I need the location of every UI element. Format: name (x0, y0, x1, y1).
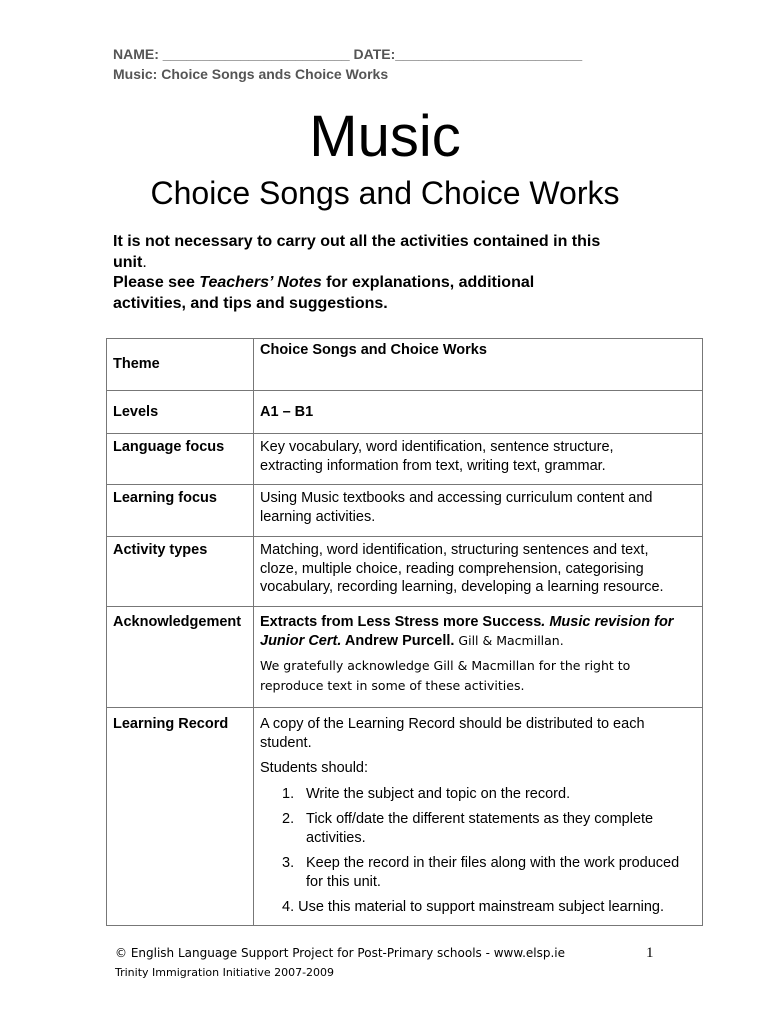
acknowledgement-book-title: . Music revision for (541, 614, 674, 630)
acknowledgement-note (260, 656, 696, 695)
learning-focus-label: Learning focus (107, 485, 254, 537)
language-focus-label: Language focus (107, 434, 254, 485)
table-row-language-focus (107, 434, 703, 485)
students-should-label: Students should: (260, 760, 369, 776)
page-number: 1 (646, 945, 654, 961)
list-item (282, 785, 696, 804)
table-row-learning-focus (107, 485, 703, 537)
list-item-line: for this unit. (306, 873, 381, 890)
acknowledgement-note-line-2: reproduce text in some of these activities. (260, 677, 525, 693)
acknowledgement-line-1 (260, 613, 696, 632)
teachers-notes-reference: Teachers’ Notes (199, 274, 322, 291)
acknowledgement-note-line-1: We gratefully acknowledge Gill & Macmillan for the right to (260, 658, 631, 673)
acknowledgement-line-2 (260, 632, 696, 651)
learning-record-line-2: student. (260, 734, 312, 751)
table-row-levels (107, 391, 703, 434)
activity-types-line-3: vocabulary, recording learning, developing a learning resource. (260, 579, 664, 595)
acknowledgement-label: Acknowledgement (107, 607, 254, 708)
intro-please-see: Please see (113, 274, 200, 291)
intro-line-1: It is not necessary to carry out all the activities contained in this (113, 233, 601, 250)
list-item-number: 2. (282, 811, 295, 827)
levels-value: A1 – B1 (254, 391, 703, 434)
table-row-learning-record (107, 708, 703, 926)
learning-record-value (254, 708, 703, 926)
intro-text (113, 232, 673, 314)
acknowledgement-value (254, 607, 703, 708)
intro-line-2-text: unit (113, 253, 143, 271)
list-item-4: 4. Use this material to support mainstream subject learning. (282, 899, 665, 915)
table-row-acknowledgement (107, 607, 703, 708)
list-item-line: Write the subject and topic on the record. (306, 785, 571, 802)
footer-initiative: Trinity Immigration Initiative 2007-2009 (115, 966, 335, 979)
levels-label: Levels (107, 391, 254, 434)
list-item-line: Keep the record in their files along with the work produced (306, 855, 680, 871)
footer-copyright: © English Language Support Project for Post-Primary schools - www.elsp.ie (115, 946, 566, 960)
list-item-line: Tick off/date the different statements as they complete (306, 811, 654, 827)
activity-types-line-1: Matching, word identification, structuring sentences and text, (260, 542, 649, 558)
list-item-text (306, 854, 679, 891)
learning-record-line-1: A copy of the Learning Record should be distributed to each (260, 716, 645, 732)
header-subject-line: Music: Choice Songs ands Choice Works (113, 66, 389, 82)
language-focus-line-2: extracting information from text, writing text, grammar. (260, 457, 606, 474)
learning-focus-line-2: learning activities. (260, 508, 376, 525)
activity-types-value (254, 537, 703, 607)
learning-record-label: Learning Record (107, 708, 254, 926)
language-focus-line-1: Key vocabulary, word identification, sentence structure, (260, 439, 614, 455)
intro-line-2 (113, 253, 673, 274)
theme-label: Theme (107, 339, 254, 391)
acknowledgement-author: Andrew Purcell. (341, 632, 455, 649)
list-item-number: 3. (282, 855, 295, 871)
list-item-text (306, 785, 570, 804)
theme-value: Choice Songs and Choice Works (254, 339, 703, 391)
list-item-number: 1. (282, 785, 295, 802)
intro-line-3 (113, 273, 673, 294)
intro-line-4: activities, and tips and suggestions. (113, 294, 388, 312)
learning-focus-line-1: Using Music textbooks and accessing curriculum content and (260, 490, 653, 506)
page-subtitle: Choice Songs and Choice Works (150, 175, 620, 211)
acknowledgement-publisher: Gill & Macmillan. (454, 632, 564, 648)
intro-line-3-rest: for explanations, additional (321, 274, 535, 291)
page-title: Music (309, 104, 461, 169)
language-focus-value (254, 434, 703, 485)
activity-types-line-2: cloze, multiple choice, reading comprehension, categorising (260, 560, 644, 577)
name-date-line: NAME: ________________________ DATE:________________________ (113, 46, 583, 62)
list-item-text (306, 810, 653, 847)
list-item (282, 810, 696, 847)
activity-types-label: Activity types (107, 537, 254, 607)
list-item-line: activities. (306, 829, 366, 846)
table-row-theme (107, 339, 703, 391)
acknowledgement-source-title: Extracts from Less Stress more Success (260, 614, 542, 630)
list-item (282, 854, 696, 891)
table-row-activity-types (107, 537, 703, 607)
acknowledgement-junior-cert: Junior Cert. (260, 632, 342, 649)
intro-line-2-period: . (142, 253, 147, 271)
unit-info-table (106, 338, 703, 926)
learning-focus-value (254, 485, 703, 537)
